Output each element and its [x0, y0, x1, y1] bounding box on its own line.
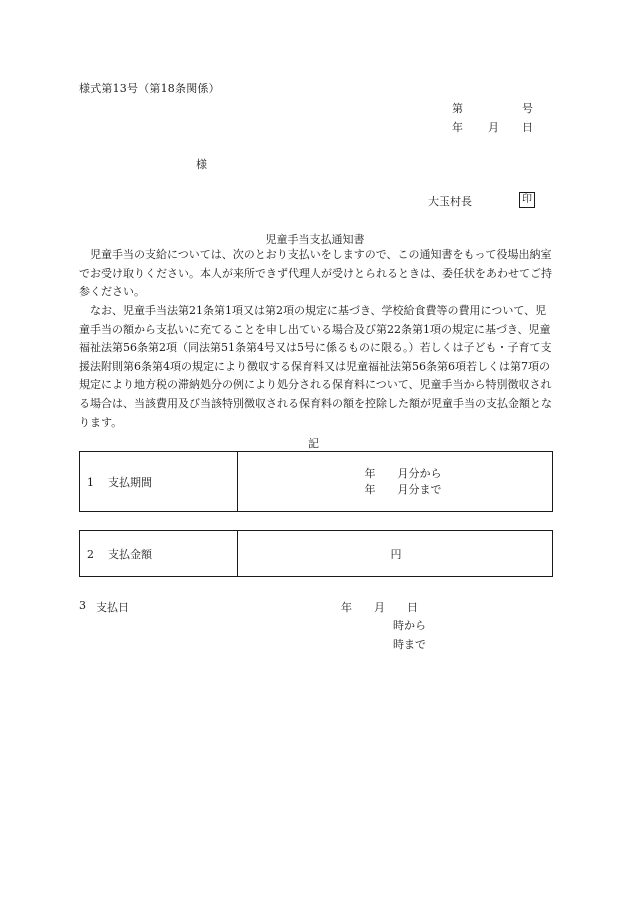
issuer-name: 大玉村長 [428, 195, 472, 208]
payment-period-to: 年 月分まで [364, 482, 442, 496]
payment-date-ymd: 年 月 日 [341, 601, 418, 614]
payment-time-from: 時から [393, 619, 426, 632]
seal-mark: 印 [519, 192, 535, 208]
payment-time-to: 時まで [393, 638, 426, 651]
payment-period-label-cell [80, 452, 238, 512]
form-number-label: 様式第13号（第18条関係） [79, 82, 220, 95]
document-date-day: 日 [522, 121, 533, 134]
payment-amount-value-cell [238, 531, 553, 577]
payment-amount-table [79, 530, 553, 577]
document-title: 児童手当支払通知書 [265, 233, 365, 246]
document-date-month: 月 [488, 121, 499, 134]
payment-amount-unit: 円 [390, 547, 402, 561]
document-number-suffix: 号 [522, 102, 533, 115]
payment-period-from: 年 月分から [364, 466, 442, 480]
document-number-prefix: 第 [452, 102, 463, 115]
payment-period-value-cell [238, 452, 553, 512]
body-paragraph-1: 児童手当の支給については、次のとおり支払いをしますので、この通知書をもって役場出納室でお受け取りください。本人が来所できず代理人が受けとられるときは、委任状をあわせてご持参ください。 [79, 248, 552, 299]
payment-period-label: 支払期間 [108, 475, 152, 489]
payment-period-number: 1 [87, 475, 94, 489]
body-paragraph-2: なお、児童手当法第21条第1項又は第2項の規定に基づき、学校給食費等の費用について、児童手当の額から支払いに充てることを申し出ている場合及び第22条第1項の規定に基づき、児童福祉法第56条第2項（同法第51条第4号又は5号に係るものに限る。）若しくは子ども・子育て支援法附則第6条第4項の規定により徴収する保育料又は児童福祉法第56条第6項若しくは第7項の規定により地方税の滞納処分の例により処分される保育料について、児童手当から特別徴収される場合は、当該費用及び当該特別徴収される保育料の額を控除した額が児童手当の支払金額となります。 [79, 304, 552, 429]
payment-amount-label-cell [80, 531, 238, 577]
payment-amount-number: 2 [87, 547, 94, 561]
recipient-honorific: 様 [196, 158, 207, 171]
payment-date-label: 支払日 [96, 601, 129, 614]
document-date-year: 年 [452, 121, 463, 134]
payment-period-table [79, 451, 553, 512]
payment-amount-label: 支払金額 [108, 547, 152, 561]
ki-heading: 記 [308, 437, 319, 450]
payment-date-number: 3 [79, 599, 86, 612]
